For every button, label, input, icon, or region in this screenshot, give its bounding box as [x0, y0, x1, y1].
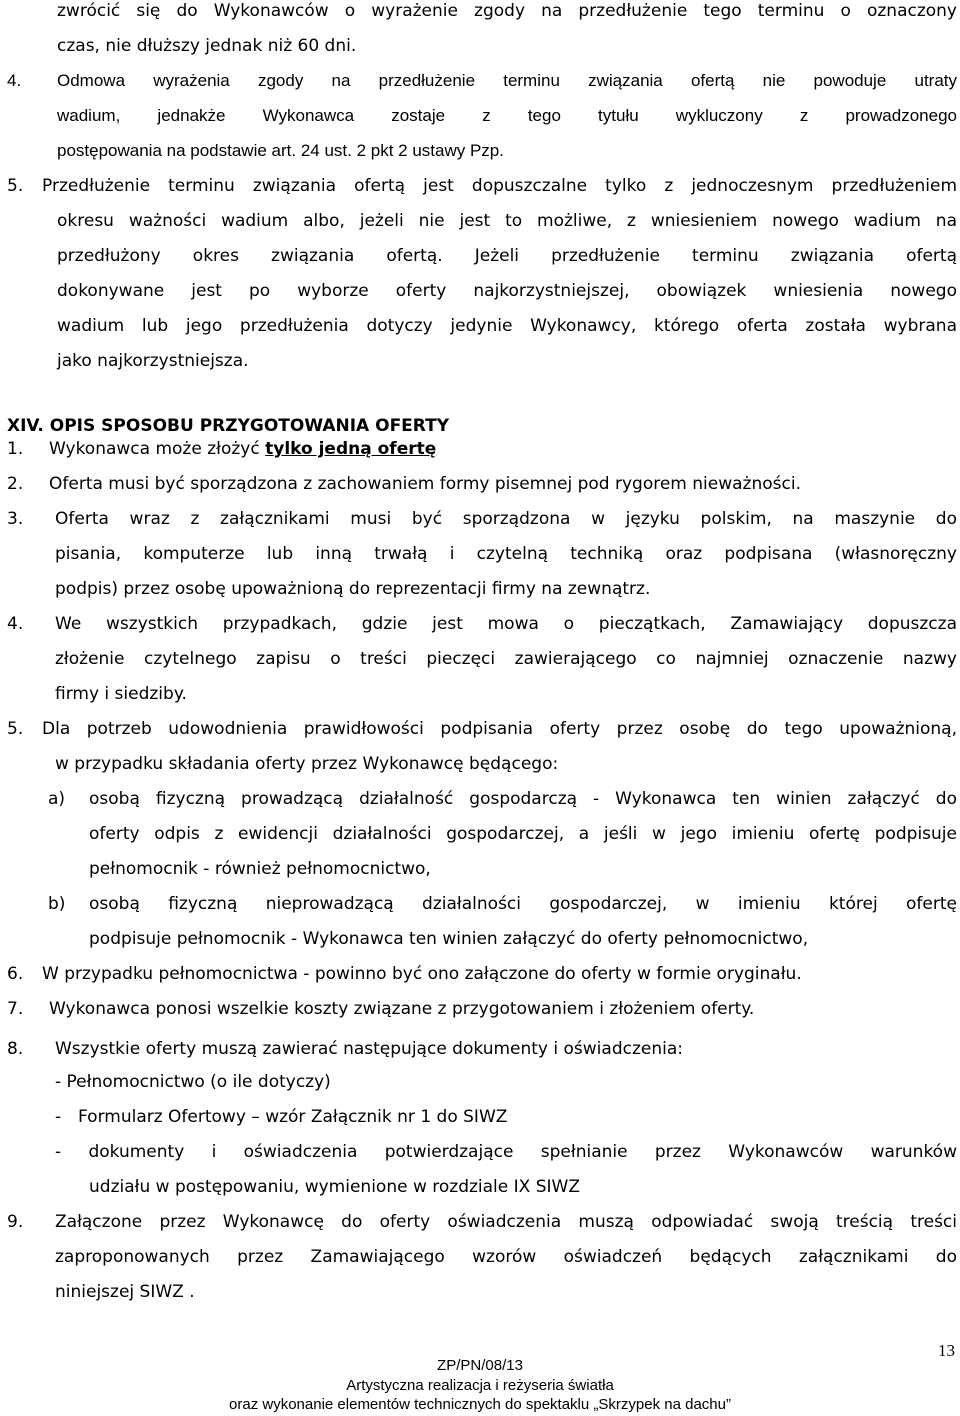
item-number: 4. [7, 71, 22, 90]
paragraph-line: pisania, komputerze lub inną trwałą i czytelną techniką oraz podpisana (własnoręczny [55, 544, 957, 564]
dash-item: - Pełnomocnictwo (o ile dotyczy) [55, 1072, 331, 1092]
item-number: 1. [7, 439, 24, 459]
section-heading: XIV. OPIS SPOSOBU PRZYGOTOWANIA OFERTY [7, 416, 450, 436]
dash-item: - dokumenty i oświadczenia potwierdzające spełnianie przez Wykonawców warunków [55, 1142, 957, 1162]
paragraph-line: Przedłużenie terminu związania ofertą jest dopuszczalne tylko z jednoczesnym przedłużeniem [42, 176, 957, 196]
paragraph-line: Oferta musi być sporządzona z zachowaniem formy pisemnej pod rygorem nieważności. [49, 474, 801, 494]
paragraph-line: udziału w postępowaniu, wymienione w rozdziale IX SIWZ [89, 1177, 580, 1197]
continuation-line: czas, nie dłuższy jednak niż 60 dni. [57, 36, 357, 56]
paragraph-line: Odmowa wyrażenia zgody na przedłużenie terminu związania ofertą nie powoduje utraty [57, 71, 957, 90]
page-number: 13 [938, 1341, 955, 1360]
footer-line: oraz wykonanie elementów technicznych do spektaklu „Skrzypek na dachu” [229, 1396, 731, 1413]
paragraph-line: Wykonawca ponosi wszelkie koszty związane z przygotowaniem i złożeniem oferty. [49, 999, 755, 1019]
item-text: Wykonawca może złożyć [49, 439, 266, 459]
sub-item-letter: a) [48, 789, 66, 809]
item-number: 5. [7, 719, 24, 739]
dash-mark: - [55, 1107, 62, 1127]
paragraph-line: osobą fizyczną prowadzącą działalność gospodarczą - Wykonawca ten winien załączyć do [89, 789, 957, 809]
paragraph-line: dokonywane jest po wyborze oferty najkorzystniejszej, obowiązek wniesienia nowego [57, 281, 957, 301]
paragraph-line: podpis) przez osobę upoważnioną do reprezentacji firmy na zewnątrz. [55, 579, 651, 599]
paragraph-line: W przypadku pełnomocnictwa - powinno być ono załączone do oferty w formie oryginału. [42, 964, 802, 984]
item-number: 7. [7, 999, 24, 1019]
paragraph-line: w przypadku składania oferty przez Wykonawcę będącego: [55, 754, 559, 774]
paragraph-line: We wszystkich przypadkach, gdzie jest mowa o pieczątkach, Zamawiający dopuszcza [55, 614, 957, 634]
item-number: 9. [7, 1212, 24, 1232]
paragraph-line: Załączone przez Wykonawcę do oferty oświadczenia muszą odpowiadać swoją treścią treści [55, 1212, 957, 1232]
item-number: 2. [7, 474, 24, 494]
paragraph-line: postępowania na podstawie art. 24 ust. 2 pkt 2 ustawy Pzp. [57, 141, 504, 160]
paragraph-line: wadium lub jego przedłużenia dotyczy jedynie Wykonawcy, którego oferta została wybrana [57, 316, 957, 336]
paragraph-line: pełnomocnik - również pełnomocnictwo, [89, 859, 431, 879]
paragraph-line: okresu ważności wadium albo, jeżeli nie jest to możliwe, z wniesieniem nowego wadium na [57, 211, 957, 231]
paragraph-line: Oferta wraz z załącznikami musi być sporządzona w języku polskim, na maszynie do [55, 509, 957, 529]
continuation-line: zwrócić się do Wykonawców o wyrażenie zgody na przedłużenie tego terminu o oznaczony [57, 1, 957, 21]
paragraph-line: firmy i siedziby. [55, 684, 187, 704]
paragraph-line: niniejszej SIWZ . [55, 1282, 195, 1302]
item-number: 5. [7, 176, 24, 196]
paragraph-line: przedłużony okres związania ofertą. Jeżeli przedłużenie terminu związania ofertą [57, 246, 957, 266]
paragraph-line: zaproponowanych przez Zamawiającego wzorów oświadczeń będących załącznikami do [55, 1247, 957, 1267]
sub-item-letter: b) [48, 894, 66, 914]
dash-item: Formularz Ofertowy – wzór Załącznik nr 1 do SIWZ [78, 1107, 508, 1127]
paragraph-line: złożenie czytelnego zapisu o treści pieczęci zawierającego co najmniej oznaczenie nazwy [55, 649, 957, 669]
paragraph-line: jako najkorzystniejsza. [57, 351, 249, 371]
item-number: 8. [7, 1039, 24, 1059]
item-number: 6. [7, 964, 24, 984]
paragraph-line [49, 439, 436, 459]
paragraph-line: wadium, jednakże Wykonawca zostaje z tego tytułu wykluczony z prowadzonego [57, 106, 957, 125]
emphasis-text: tylko jedną ofertę [265, 439, 437, 459]
item-number: 4. [7, 614, 24, 634]
footer-line: Artystyczna realizacja i reżyseria światła [346, 1377, 614, 1394]
paragraph-line: oferty odpis z ewidencji działalności gospodarczej, a jeśli w jego imieniu ofertę podpisuje [89, 824, 957, 844]
paragraph-line: osobą fizyczną nieprowadzącą działalności gospodarczej, w imieniu której ofertę [89, 894, 957, 914]
paragraph-line: Wszystkie oferty muszą zawierać następujące dokumenty i oświadczenia: [55, 1039, 683, 1059]
paragraph-line: podpisuje pełnomocnik - Wykonawca ten winien załączyć do oferty pełnomocnictwo, [89, 929, 809, 949]
footer-code: ZP/PN/08/13 [437, 1357, 523, 1374]
paragraph-line: Dla potrzeb udowodnienia prawidłowości podpisania oferty przez osobę do tego upoważnioną, [42, 719, 957, 739]
item-number: 3. [7, 509, 24, 529]
